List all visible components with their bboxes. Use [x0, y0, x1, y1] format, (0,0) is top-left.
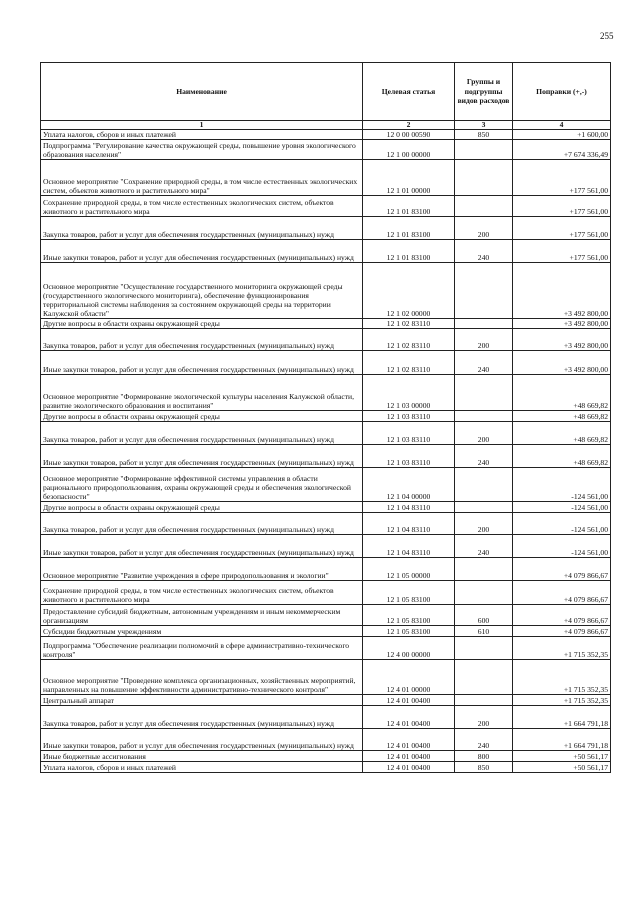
- row-name: Субсидии бюджетным учреждениям: [41, 626, 363, 637]
- row-expense-group: [455, 160, 513, 196]
- row-target-code: 12 1 02 00000: [363, 263, 455, 319]
- table-row: [41, 411, 611, 422]
- row-expense-group: [455, 196, 513, 217]
- table-row: [41, 263, 611, 319]
- row-amount: +3 492 800,00: [513, 263, 611, 319]
- row-expense-group: 240: [455, 535, 513, 558]
- row-target-code: 12 1 05 83100: [363, 581, 455, 605]
- table-row: [41, 605, 611, 626]
- row-name: Иные закупки товаров, работ и услуг для обеспечения государственных (муниципальных) нужд: [41, 445, 363, 468]
- row-amount: +1 715 352,35: [513, 695, 611, 706]
- table-row: [41, 626, 611, 637]
- row-amount: +7 674 336,49: [513, 140, 611, 160]
- row-target-code: 12 0 00 00590: [363, 130, 455, 140]
- row-name: Закупка товаров, работ и услуг для обеспечения государственных (муниципальных) нужд: [41, 513, 363, 535]
- row-amount: +1 715 352,35: [513, 660, 611, 695]
- table-row: [41, 468, 611, 502]
- row-target-code: 12 1 05 00000: [363, 558, 455, 581]
- row-expense-group: [455, 411, 513, 422]
- row-target-code: 12 1 02 83110: [363, 329, 455, 351]
- table-row: [41, 160, 611, 196]
- row-amount: +4 079 866,67: [513, 626, 611, 637]
- row-amount: +48 669,82: [513, 411, 611, 422]
- row-expense-group: 240: [455, 729, 513, 751]
- table-row: [41, 319, 611, 329]
- row-target-code: 12 1 03 83110: [363, 422, 455, 445]
- row-expense-group: 200: [455, 329, 513, 351]
- row-target-code: 12 1 03 83110: [363, 411, 455, 422]
- row-amount: +50 561,17: [513, 762, 611, 773]
- row-name: Подпрограмма "Обеспечение реализации полномочий в сфере административно-технического контроля": [41, 637, 363, 660]
- row-target-code: 12 4 01 00400: [363, 751, 455, 762]
- table-row: [41, 751, 611, 762]
- row-expense-group: 240: [455, 351, 513, 375]
- table-row: [41, 217, 611, 240]
- row-name: Основное мероприятие "Проведение комплекса организационных, хозяйственных мероприятий, направленных на повышение эффективности административно-технического контроля": [41, 660, 363, 695]
- row-expense-group: [455, 375, 513, 411]
- row-amount: +4 079 866,67: [513, 605, 611, 626]
- row-target-code: 12 1 04 83110: [363, 513, 455, 535]
- row-name: Сохранение природной среды, в том числе естественных экологических систем, объектов животного и растительного мира: [41, 581, 363, 605]
- row-target-code: 12 1 03 00000: [363, 375, 455, 411]
- row-name: Другие вопросы в области охраны окружающей среды: [41, 319, 363, 329]
- row-target-code: 12 1 01 83100: [363, 196, 455, 217]
- row-expense-group: 600: [455, 605, 513, 626]
- row-expense-group: [455, 263, 513, 319]
- table-row: [41, 762, 611, 773]
- row-amount: +50 561,17: [513, 751, 611, 762]
- row-expense-group: 240: [455, 445, 513, 468]
- header-amount: Поправки (+,-): [513, 63, 611, 121]
- row-expense-group: [455, 140, 513, 160]
- row-target-code: 12 1 04 00000: [363, 468, 455, 502]
- row-target-code: 12 4 01 00400: [363, 762, 455, 773]
- row-name: Иные закупки товаров, работ и услуг для обеспечения государственных (муниципальных) нужд: [41, 729, 363, 751]
- table-row: [41, 660, 611, 695]
- row-name: Закупка товаров, работ и услуг для обеспечения государственных (муниципальных) нужд: [41, 329, 363, 351]
- column-number-row: [41, 121, 611, 130]
- row-expense-group: 850: [455, 130, 513, 140]
- row-target-code: 12 4 01 00400: [363, 706, 455, 729]
- row-target-code: 12 4 00 00000: [363, 637, 455, 660]
- table-row: [41, 130, 611, 140]
- table-row: [41, 581, 611, 605]
- row-amount: -124 561,00: [513, 513, 611, 535]
- row-name: Закупка товаров, работ и услуг для обеспечения государственных (муниципальных) нужд: [41, 217, 363, 240]
- row-target-code: 12 4 01 00400: [363, 695, 455, 706]
- row-target-code: 12 4 01 00000: [363, 660, 455, 695]
- header-row: [41, 63, 611, 121]
- table-row: [41, 502, 611, 513]
- row-expense-group: [455, 502, 513, 513]
- header-group: Группы и подгруппы видов расходов: [455, 63, 513, 121]
- row-amount: +48 669,82: [513, 445, 611, 468]
- row-expense-group: 200: [455, 422, 513, 445]
- table-row: [41, 196, 611, 217]
- row-expense-group: 200: [455, 217, 513, 240]
- row-name: Другие вопросы в области охраны окружающей среды: [41, 502, 363, 513]
- table-row: [41, 729, 611, 751]
- table-row: [41, 513, 611, 535]
- row-amount: +48 669,82: [513, 422, 611, 445]
- row-amount: +1 600,00: [513, 130, 611, 140]
- row-name: Уплата налогов, сборов и иных платежей: [41, 130, 363, 140]
- row-amount: +177 561,00: [513, 217, 611, 240]
- page-number: 255: [600, 31, 614, 41]
- table-row: [41, 422, 611, 445]
- row-amount: +1 664 791,18: [513, 706, 611, 729]
- row-name: Предоставление субсидий бюджетным, автономным учреждениям и иным некоммерческим организациям: [41, 605, 363, 626]
- row-target-code: 12 1 00 00000: [363, 140, 455, 160]
- row-name: Основное мероприятие "Формирование эффективной системы управления в области рационального природопользования, охраны окружающей среды и обеспечения экологической безопасности": [41, 468, 363, 502]
- row-name: Основное мероприятие "Сохранение природной среды, в том числе естественных экологических систем, объектов животного и растительного мира": [41, 160, 363, 196]
- row-target-code: 12 1 04 83110: [363, 535, 455, 558]
- table-row: [41, 351, 611, 375]
- row-expense-group: [455, 695, 513, 706]
- header-code: Целевая статья: [363, 63, 455, 121]
- row-name: Основное мероприятие "Формирование экологической культуры населения Калужской области, развитие экологического образования и воспитания": [41, 375, 363, 411]
- row-target-code: 12 1 05 83100: [363, 605, 455, 626]
- table-row: [41, 695, 611, 706]
- row-target-code: 12 1 04 83110: [363, 502, 455, 513]
- row-amount: -124 561,00: [513, 468, 611, 502]
- row-expense-group: [455, 637, 513, 660]
- row-expense-group: 200: [455, 706, 513, 729]
- table-row: [41, 706, 611, 729]
- row-name: Сохранение природной среды, в том числе естественных экологических систем, объектов животного и растительного мира: [41, 196, 363, 217]
- table-row: [41, 637, 611, 660]
- row-name: Другие вопросы в области охраны окружающей среды: [41, 411, 363, 422]
- row-amount: +3 492 800,00: [513, 351, 611, 375]
- row-expense-group: 240: [455, 240, 513, 263]
- table-row: [41, 445, 611, 468]
- row-expense-group: 800: [455, 751, 513, 762]
- row-amount: +3 492 800,00: [513, 329, 611, 351]
- row-amount: +4 079 866,67: [513, 558, 611, 581]
- row-target-code: 12 1 03 83110: [363, 445, 455, 468]
- row-target-code: 12 1 01 00000: [363, 160, 455, 196]
- row-amount: -124 561,00: [513, 502, 611, 513]
- row-amount: +177 561,00: [513, 160, 611, 196]
- table-row: [41, 375, 611, 411]
- row-target-code: 12 1 01 83100: [363, 240, 455, 263]
- row-expense-group: 850: [455, 762, 513, 773]
- row-amount: -124 561,00: [513, 535, 611, 558]
- column-number: 3: [455, 121, 513, 130]
- row-name: Иные бюджетные ассигнования: [41, 751, 363, 762]
- row-expense-group: 610: [455, 626, 513, 637]
- row-name: Уплата налогов, сборов и иных платежей: [41, 762, 363, 773]
- column-number: 2: [363, 121, 455, 130]
- table-row: [41, 240, 611, 263]
- column-number: 1: [41, 121, 363, 130]
- row-expense-group: [455, 468, 513, 502]
- table-row: [41, 535, 611, 558]
- table-row: [41, 329, 611, 351]
- budget-table: [40, 62, 611, 773]
- row-amount: +177 561,00: [513, 240, 611, 263]
- row-amount: +4 079 866,67: [513, 581, 611, 605]
- row-name: Иные закупки товаров, работ и услуг для обеспечения государственных (муниципальных) нужд: [41, 351, 363, 375]
- row-name: Закупка товаров, работ и услуг для обеспечения государственных (муниципальных) нужд: [41, 422, 363, 445]
- row-amount: +1 715 352,35: [513, 637, 611, 660]
- row-name: Основное мероприятие "Осуществление государственного мониторинга окружающей среды (государственного экологического мониторинга), обеспечение функционирования территориальной системы наблюдения за состоянием окружающей среды на территории Калужской области": [41, 263, 363, 319]
- header-name: Наименование: [41, 63, 363, 121]
- row-expense-group: 200: [455, 513, 513, 535]
- row-target-code: 12 1 02 83110: [363, 351, 455, 375]
- row-amount: +3 492 800,00: [513, 319, 611, 329]
- row-target-code: 12 1 02 83110: [363, 319, 455, 329]
- table-row: [41, 140, 611, 160]
- row-expense-group: [455, 581, 513, 605]
- row-name: Иные закупки товаров, работ и услуг для обеспечения государственных (муниципальных) нужд: [41, 535, 363, 558]
- row-target-code: 12 1 05 83100: [363, 626, 455, 637]
- table-body: [41, 130, 611, 773]
- row-name: Основное мероприятие "Развитие учреждения в сфере природопользования и экологии": [41, 558, 363, 581]
- row-amount: +177 561,00: [513, 196, 611, 217]
- row-name: Подпрограмма "Регулирование качества окружающей среды, повышение уровня экологического образования населения": [41, 140, 363, 160]
- row-target-code: 12 4 01 00400: [363, 729, 455, 751]
- row-expense-group: [455, 558, 513, 581]
- row-amount: +1 664 791,18: [513, 729, 611, 751]
- row-name: Иные закупки товаров, работ и услуг для обеспечения государственных (муниципальных) нужд: [41, 240, 363, 263]
- row-expense-group: [455, 319, 513, 329]
- row-target-code: 12 1 01 83100: [363, 217, 455, 240]
- table-row: [41, 558, 611, 581]
- row-expense-group: [455, 660, 513, 695]
- column-number: 4: [513, 121, 611, 130]
- row-amount: +48 669,82: [513, 375, 611, 411]
- row-name: Центральный аппарат: [41, 695, 363, 706]
- row-name: Закупка товаров, работ и услуг для обеспечения государственных (муниципальных) нужд: [41, 706, 363, 729]
